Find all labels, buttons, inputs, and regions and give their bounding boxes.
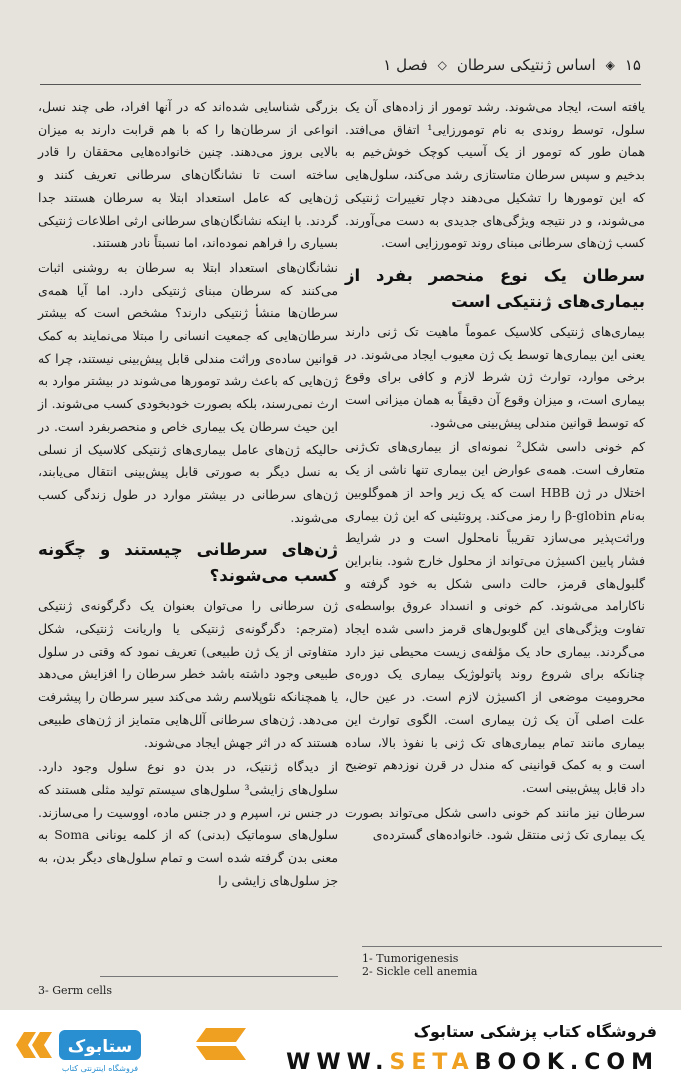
store-url[interactable]: WWW.SETABOOK.COM — [286, 1050, 659, 1075]
page-number: ۱۵ — [624, 56, 641, 74]
footnotes — [362, 952, 662, 978]
logo-text: ستابوک — [67, 1037, 133, 1057]
section-heading: ژن‌های سرطانی چیستند و چگونه کسب می‌شوند؟ — [38, 540, 338, 586]
footnote-left-divider — [100, 976, 338, 977]
footnote-3: 3- Germ cells — [38, 984, 113, 997]
paragraph: از دیدگاه ژنتیک، در بدن دو نوع سلول وجود دارد. سلول‌های زایشی³ سلول‌های سیستم تولید مثلی هستند که در جنس نر، اسپرم و در جنس ماده، اووسیت را می‌سازند. سلول‌های سوماتیک (بدنی) که از کلمه یونانی Soma به معنی بدن گرفته شده است و تمام سلول‌های دیگر بدن، به جز سلول‌های زایشی را — [38, 759, 339, 888]
paragraph: ژن سرطانی را می‌توان بعنوان یک دگرگونه‌ی ژنتیکی (مترجم: دگرگونه‌ی ژنتیکی یا واریانت ژنتیکی، شکل متفاوتی از یک ژن طبیعی) تعریف نمود که وقتی در سلول طبیعی وجود داشته باشد خطر سرطان را افزایش می‌دهد یا همچنانکه نئوپلاسم رشد می‌کند سیر سرطان را پیشرفت می‌دهد. ژن‌های سرطانی آلل‌هایی متمایز از ژن‌های طبیعی هستند که در اثر جهش ایجاد می‌شوند. — [38, 598, 338, 750]
paragraph: سرطان نیز مانند کم خونی داسی شکل می‌تواند بصورت یک بیماری تک ژنی منتقل شود. خانواده‌های گسترده‌ی — [345, 804, 645, 843]
left-column — [38, 96, 338, 895]
paragraph: یافته است، ایجاد می‌شوند. رشد تومور از زاده‌های آن یک سلول، توسط روندی به نام تومورزایی¹ اتفاق می‌افتد. همان طور که تومور از یک آسیب کوچک خوش‌خیم به بدخیم و سپس سرطان متاستازی رشد می‌کند، سلول‌هایی که این تومورها را تشکیل می‌دهند دچار تغییرات ژنتیکی می‌شوند، و در نتیجه ویژگی‌های جدیدی به دست می‌آورند. کسب ژن‌های سرطانی مبنای روند تومورزایی است. — [345, 99, 645, 251]
diamond-outline-icon: ◇ — [437, 58, 447, 72]
paragraph: بیماری‌های ژنتیکی کلاسیک عموماً ماهیت تک ژنی دارند یعنی این بیماری‌ها توسط یک ژن معیوب ایجاد می‌شوند. در برخی موارد، توارث ژن شرط لازم و کافی برای وقوع بیماری است، و میزان وقوع آن دقیقاً به همان میزانی است که توسط قوانین مندلی پیش‌بینی می‌شود. — [345, 323, 645, 430]
logo-subtext: فروشگاه اینترنتی کتاب — [61, 1064, 139, 1073]
book-title: اساس ژنتیکی سرطان — [456, 56, 596, 74]
paragraph: بزرگی شناسایی شده‌اند که در آنها افراد، طی چند نسل، انواعی از سرطان‌ها را که با هم قرابت دارند به میزان بالایی بروز می‌دهند. چنین خانواده‌هایی محققان را قادر ساخته است تا نشانگان‌های سرطانی تعریف کنند و ژن‌هایی که عامل استعداد ابتلا به سرطان هستند جدا گردند. با اینکه نشانگان‌های سرطانی ارثی اطلاعات ژنتیکی بسیاری را فراهم نموده‌اند، اما نسبتاً نادر هستند. — [38, 99, 338, 251]
paragraph: نشانگان‌های استعداد ابتلا به سرطان به روشنی اثبات می‌کنند که سرطان مبنای ژنتیکی دارد. اما آیا همه‌ی سرطان‌ها منشأ ژنتیکی دارند؟ مشخص است که بیشتر سرطان‌هایی که جمعیت انسانی را مبتلا می‌نمایند به کمک قوانین ساده‌ی وراثت مندلی قابل پیش‌بینی نیستند، چرا که ژن‌هایی که باعث رشد تومورها می‌شوند در بیشتر موارد به ارث نمی‌رسند، بلکه بصورت خودبخودی کسب می‌شوند. از این حیث سرطان یک بیماری خاص و منحصربفرد است. در حالیکه ژن‌های عامل بیماری‌های ژنتیکی کلاسیک از نسلی به نسل دیگر به صورتی قابل پیش‌بینی انتقال می‌یابند، ژن‌های سرطانی در بیشتر موارد در طول زندگی کسب می‌شوند. — [38, 259, 338, 525]
right-column — [345, 96, 645, 849]
paragraph: کم خونی داسی شکل² نمونه‌ای از بیماری‌های تک‌ژنی متعارف است. همه‌ی عوارض این بیماری تنها ناشی از یک اختلال در ژن HBB است که یک زیر واحد از هموگلوبین به‌نام β-globin را رمز می‌کند. پروتئینی که این ژن بیماری وراثت‌پذیر می‌سازد تقریباً نامحلول است و در شرایط فشار پایین اکسیژن می‌تواند از محلول خارج شود. بنابراین گلبول‌های قرمز، حالت داسی شکل به خود گرفته و ناکارامد می‌شوند. کم خونی و انسداد عروق بواسطه‌ی تفاوت ویژگی‌های این گلوبول‌های قرمز داسی شده ایجاد می‌گردند. بیماری حاد یک مؤلفه‌ی زیست محیطی نیز دارد چنانکه برای شروع روند پاتولوژیک بیماری یک دوره‌ی محرومیت موضعی از اکسیژن لازم است. در عین حال، علت اصلی آن یک ژن بیماری است. الگوی توارث این بیماری مانند تمام بیماری‌های تک ژنی با نفوذ بالا، ساده است و به کمک قوانینی که مندل در قرن نوزدهم توضیح داد قابل پیش‌بینی است. — [345, 439, 646, 795]
footnote-2: 2- Sickle cell anemia — [362, 965, 478, 978]
footnote-divider — [362, 946, 662, 947]
store-title: فروشگاه کتاب پزشکی ستابوک — [413, 1022, 657, 1041]
setabook-logo — [14, 1018, 264, 1073]
chapter-label: فصل ۱ — [383, 56, 428, 74]
footnote-1: 1- Tumorigenesis — [362, 952, 459, 965]
section-heading: سرطان یک نوع منحصر بفرد از بیماری‌های ژنتیکی است — [345, 265, 645, 311]
store-banner — [0, 1010, 681, 1080]
header-divider — [40, 84, 641, 85]
page-header — [40, 50, 641, 80]
diamond-icon: ◈ — [605, 58, 615, 72]
